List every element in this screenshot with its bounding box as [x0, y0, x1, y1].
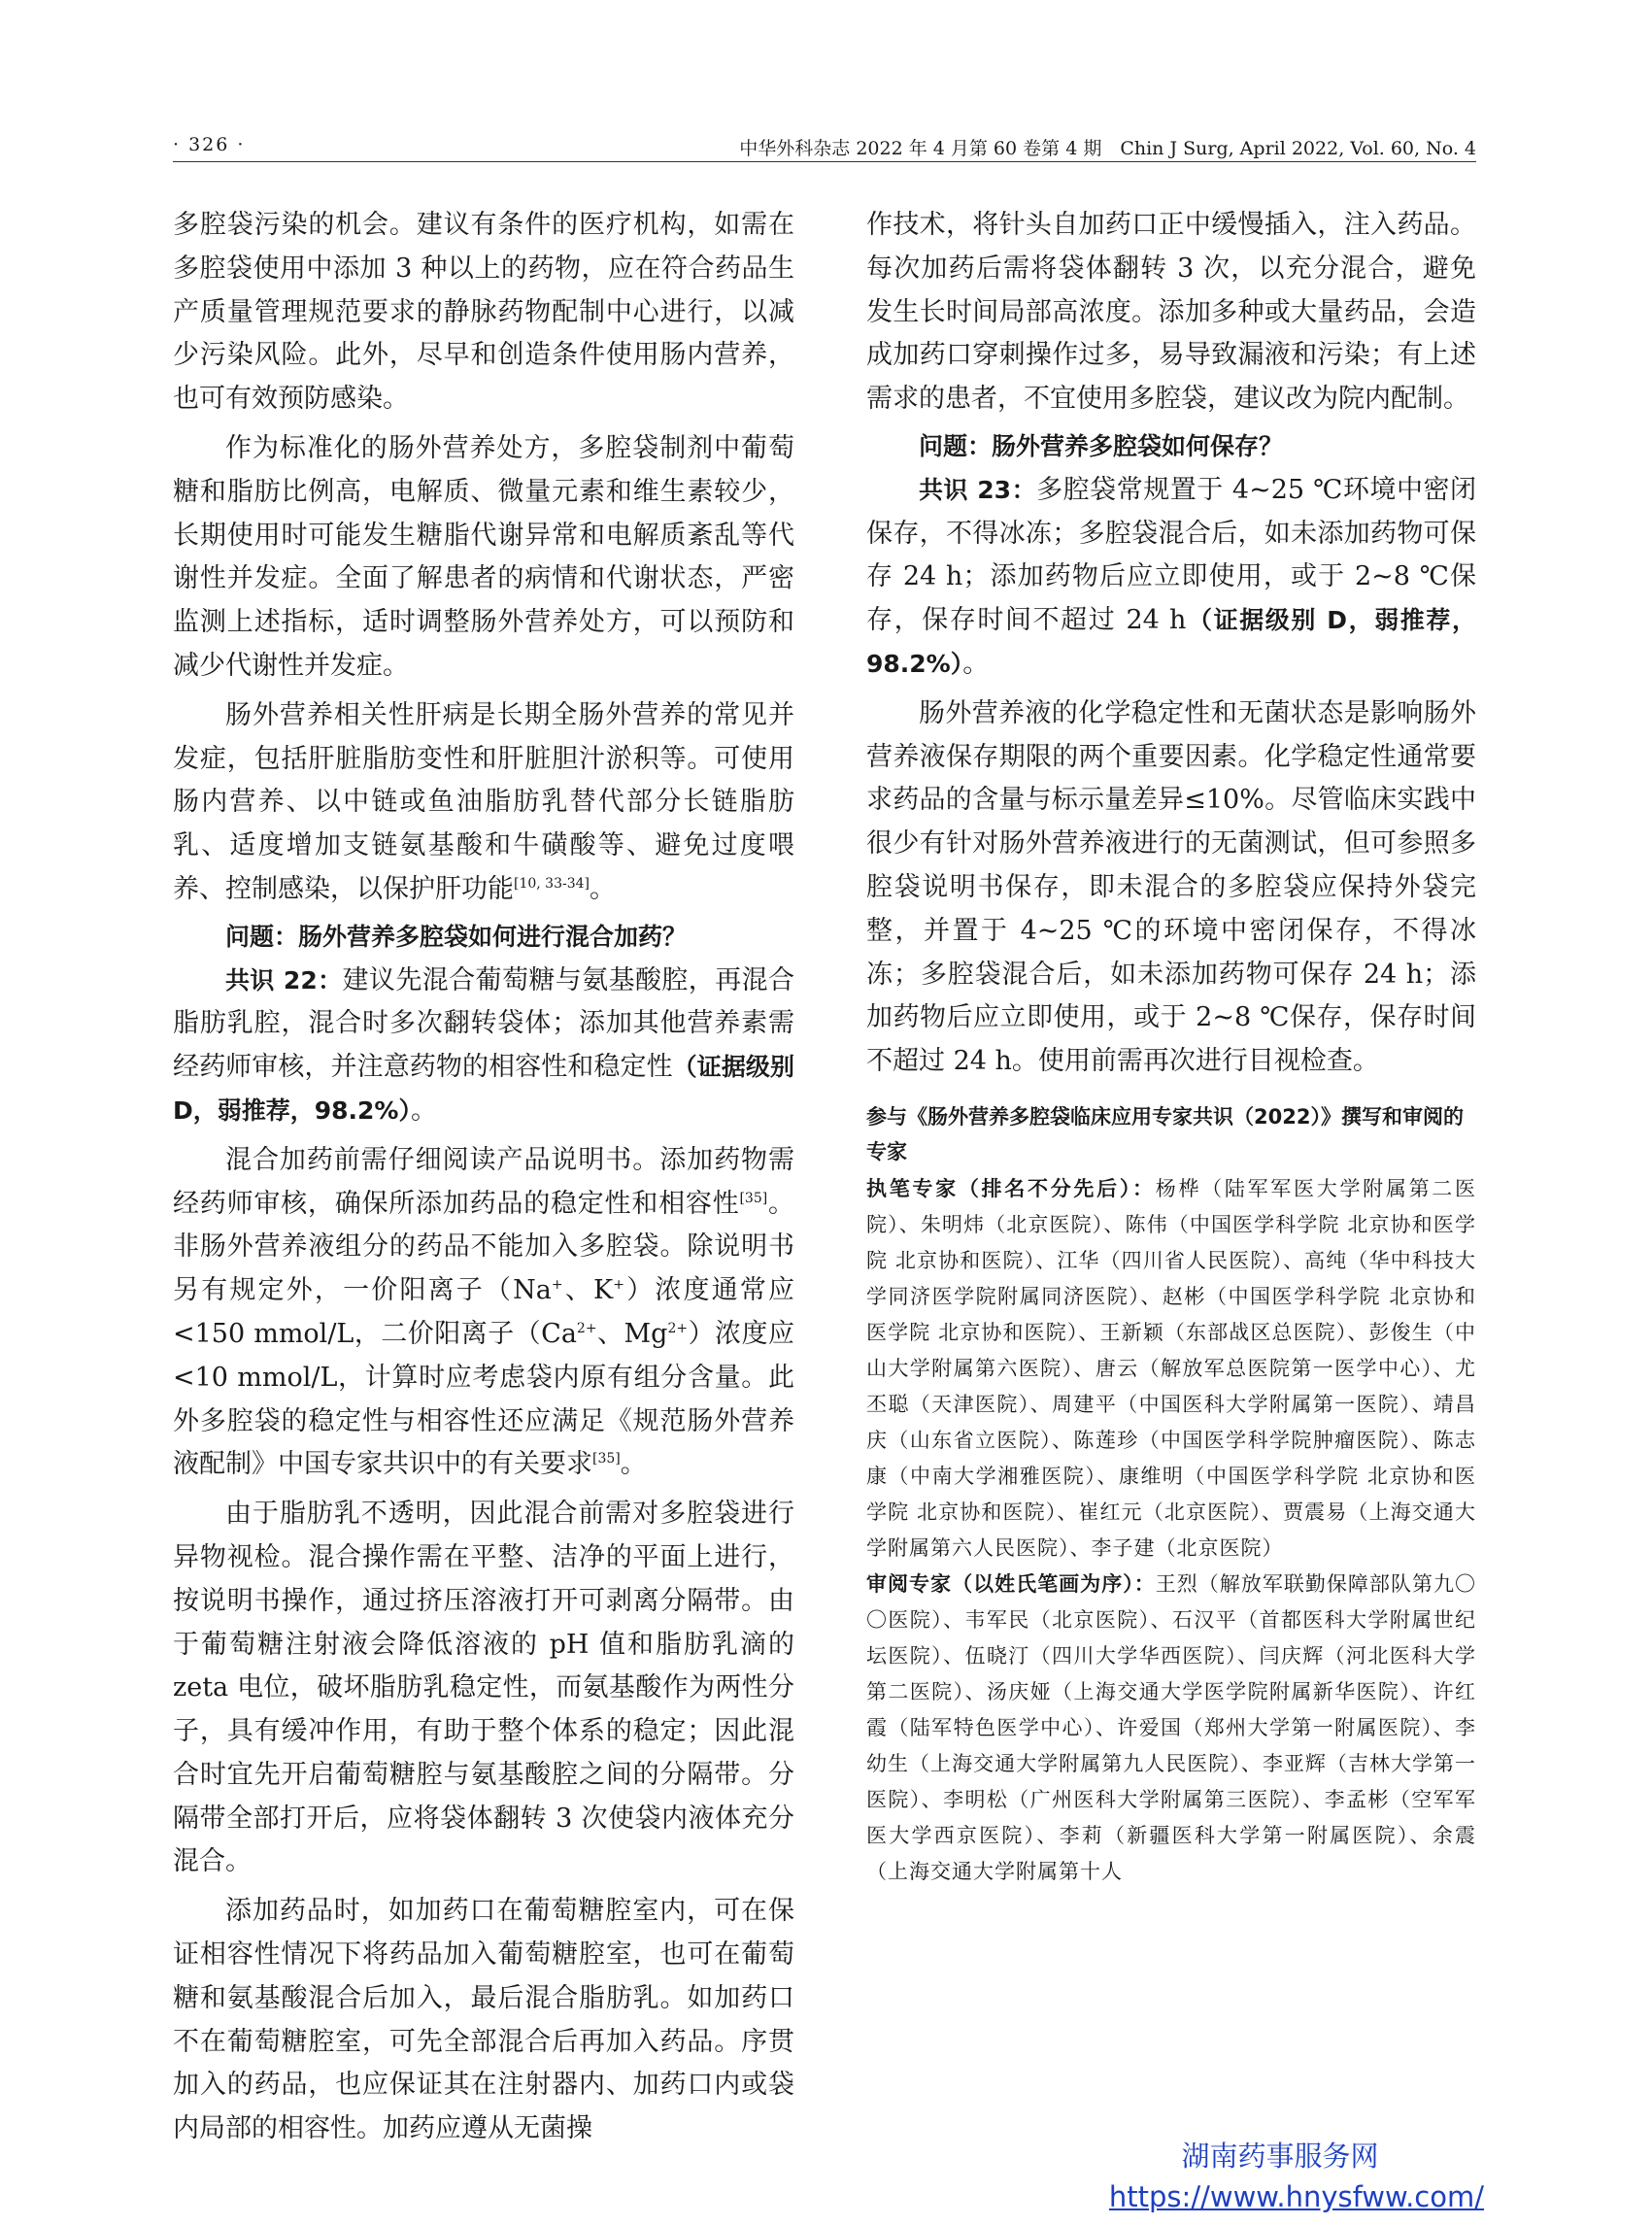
consensus-label: 共识 23：	[919, 475, 1037, 504]
paragraph: 作为标准化的肠外营养处方，多腔袋制剂中葡萄糖和脂肪比例高，电解质、微量元素和维生素较少，长期使用时可能发生糖脂代谢异常和电解质紊乱等代谢性并发症。全面了解患者的病情和代谢状态，严密监测上述指标，适时调整肠外营养处方，可以预防和减少代谢性并发症。	[173, 432, 794, 681]
paragraph: 多腔袋污染的机会。建议有条件的医疗机构，如需在多腔袋使用中添加 3 种以上的药物，应在符合药品生产质量管理规范要求的静脉药物配制中心进行，以减少污染风险。此外，尽早和创造条件使用肠内营养，也可有效预防感染。	[173, 210, 794, 415]
citation: [10, 33-34]	[514, 875, 590, 892]
consensus-23: 共识 23：多腔袋常规置于 4~25 ℃环境中密闭保存，不得冰冻；多腔袋混合后，如未添加药物可保存 24 h；添加药物后应立即使用，或于 2~8 ℃保存，保存时间不超过 24 h（证据级别 D，弱推荐，98.2%）。	[866, 474, 1476, 679]
consensus-label: 共识 22：	[225, 965, 343, 995]
paragraph: 添加药品时，如加药口在葡萄糖腔室内，可在保证相容性情况下将药品加入葡萄糖腔室，也可在葡萄糖和氨基酸混合后加入，最后混合脂肪乳。如加药口不在葡萄糖腔室，可先全部混合后再加入药品。序贯加入的药品，也应保证其在注射器内、加药口内或袋内局部的相容性。加药应遵从无菌操	[173, 1896, 794, 2144]
question-heading: 问题：肠外营养多腔袋如何保存？	[919, 431, 1284, 460]
page-number: · 326 ·	[173, 134, 246, 155]
right-column	[866, 204, 1476, 1890]
reviewers-list: 审阅专家（以姓氏笔画为序）：王烈（解放军联勤保障部队第九〇〇医院）、韦军民（北京医院）、石汉平（首都医科大学附属世纪坛医院）、伍晓汀（四川大学华西医院）、闫庆辉（河北医科大学第二医院）、汤庆娅（上海交通大学医学院附属新华医院）、许红霞（陆军特色医学中心）、许爱国（郑州大学第一附属医院）、李幼生（上海交通大学附属第九人民医院）、李亚辉（吉林大学第一医院）、李明松（广州医科大学附属第三医院）、李孟彬（空军军医大学西京医院）、李莉（新疆医科大学第一附属医院）、余震（上海交通大学附属第十人	[866, 1571, 1476, 1883]
citation: [35]	[592, 1451, 621, 1467]
writers-list: 执笔专家（排名不分先后）：杨桦（陆军军医大学附属第二医院）、朱明炜（北京医院）、陈伟（中国医学科学院 北京协和医学院 北京协和医院）、江华（四川省人民医院）、高纯（华中科技大学同济医学院附属同济医院）、赵彬（中国医学科学院 北京协和医学院 北京协和医院）、王新颖（东部战区总医院）、彭俊生（中山大学附属第六医院）、唐云（解放军总医院第一医学中心）、尤丕聪（天津医院）、周建平（中国医科大学附属第一医院）、靖昌庆（山东省立医院）、陈莲珍（中国医学科学院肿瘤医院）、陈志康（中南大学湘雅医院）、康维明（中国医学科学院 北京协和医学院 北京协和医院）、崔红元（北京医院）、贾震易（上海交通大学附属第六人民医院）、李子建（北京医院）	[866, 1176, 1476, 1560]
experts-heading: 参与《肠外营养多腔袋临床应用专家共识（2022）》撰写和审阅的专家	[866, 1104, 1464, 1163]
consensus-22: 共识 22：建议先混合葡萄糖与氨基酸腔，再混合脂肪乳腔，混合时多次翻转袋体；添加其他营养素需经药师审核，并注意药物的相容性和稳定性（证据级别 D，弱推荐，98.2%）。	[173, 964, 795, 1126]
reviewers-label: 审阅专家（以姓氏笔画为序）：	[866, 1571, 1156, 1596]
paragraph: 混合加药前需仔细阅读产品说明书。添加药物需经药师审核，确保所添加药品的稳定性和相容性[35]。非肠外营养液组分的药品不能加入多腔袋。除说明书另有规定外，一价阳离子（Na+、K+）浓度通常应 <150 mmol/L，二价阳离子（$Ca^{2+}$、$Mg^{2+}$）浓度应 <10 mmol/L，计算时应考虑袋内原有组分含量。此外多腔袋的稳定性与相容性还应满足《规范肠外营养液配制》中国专家共识中的有关要求[35]。	[173, 1144, 795, 1480]
question-heading: 问题：肠外营养多腔袋如何进行混合加药？	[225, 922, 688, 951]
watermark-name: 湖南药事服务网	[1181, 2140, 1379, 2173]
paragraph: 肠外营养相关性肝病是长期全肠外营养的常见并发症，包括肝脏脂肪变性和肝脏胆汁淤积等。可使用肠内营养、以中链或鱼油脂肪乳替代部分长链脂肪乳、适度增加支链氨基酸和牛磺酸等、避免过度喂养、控制感染，以保护肝功能[10, 33-34]。	[173, 699, 794, 904]
evidence-grade: （证据级别 D，弱推荐，98.2%）	[173, 1053, 794, 1125]
paragraph: 由于脂肪乳不透明，因此混合前需对多腔袋进行异物视检。混合操作需在平整、洁净的平面上进行，按说明书操作，通过挤压溶液打开可剥离分隔带。由于葡萄糖注射液会降低溶液的 pH 值和脂肪乳滴的 zeta 电位，破坏脂肪乳稳定性，而氨基酸作为两性分子，具有缓冲作用，有助于整个体系的稳定；因此混合时宜先开启葡萄糖腔与氨基酸腔之间的分隔带。分隔带全部打开后，应将袋体翻转 3 次使袋内液体充分混合。	[173, 1499, 794, 1877]
writers-label: 执笔专家（排名不分先后）：	[866, 1176, 1156, 1200]
running-header	[173, 134, 1476, 159]
evidence-grade: （证据级别 D，弱推荐，98.2%）	[866, 606, 1476, 678]
paragraph: 作技术，将针头自加药口正中缓慢插入，注入药品。每次加药后需将袋体翻转 3 次，以充分混合，避免发生长时间局部高浓度。添加多种或大量药品，会造成加药口穿刺操作过多，易导致漏液和污染；有上述需求的患者，不宜使用多腔袋，建议改为院内配制。	[866, 210, 1476, 415]
site-watermark	[1076, 2135, 1484, 2213]
header-rule	[173, 161, 1476, 162]
left-column	[173, 204, 794, 2151]
citation: [35]	[739, 1190, 768, 1206]
paragraph: 肠外营养液的化学稳定性和无菌状态是影响肠外营养液保存期限的两个重要因素。化学稳定性通常要求药品的含量与标示量差异≤10%。尽管临床实践中很少有针对肠外营养液进行的无菌测试，但可参照多腔袋说明书保存，即未混合的多腔袋应保持外袋完整，并置于 4~25 ℃的环境中密闭保存，不得冰冻；多腔袋混合后，如未添加药物可保存 24 h；添加药物后应立即使用，或于 2~8 ℃保存，保存时间不超过 24 h。使用前需再次进行目视检查。	[866, 697, 1476, 1077]
journal-citation: 中华外科杂志 2022 年 4 月第 60 卷第 4 期 Chin J Surg, April 2022, Vol. 60, No. 4	[739, 138, 1476, 159]
watermark-url[interactable]: https://www.hnysfww.com/	[1108, 2180, 1484, 2213]
